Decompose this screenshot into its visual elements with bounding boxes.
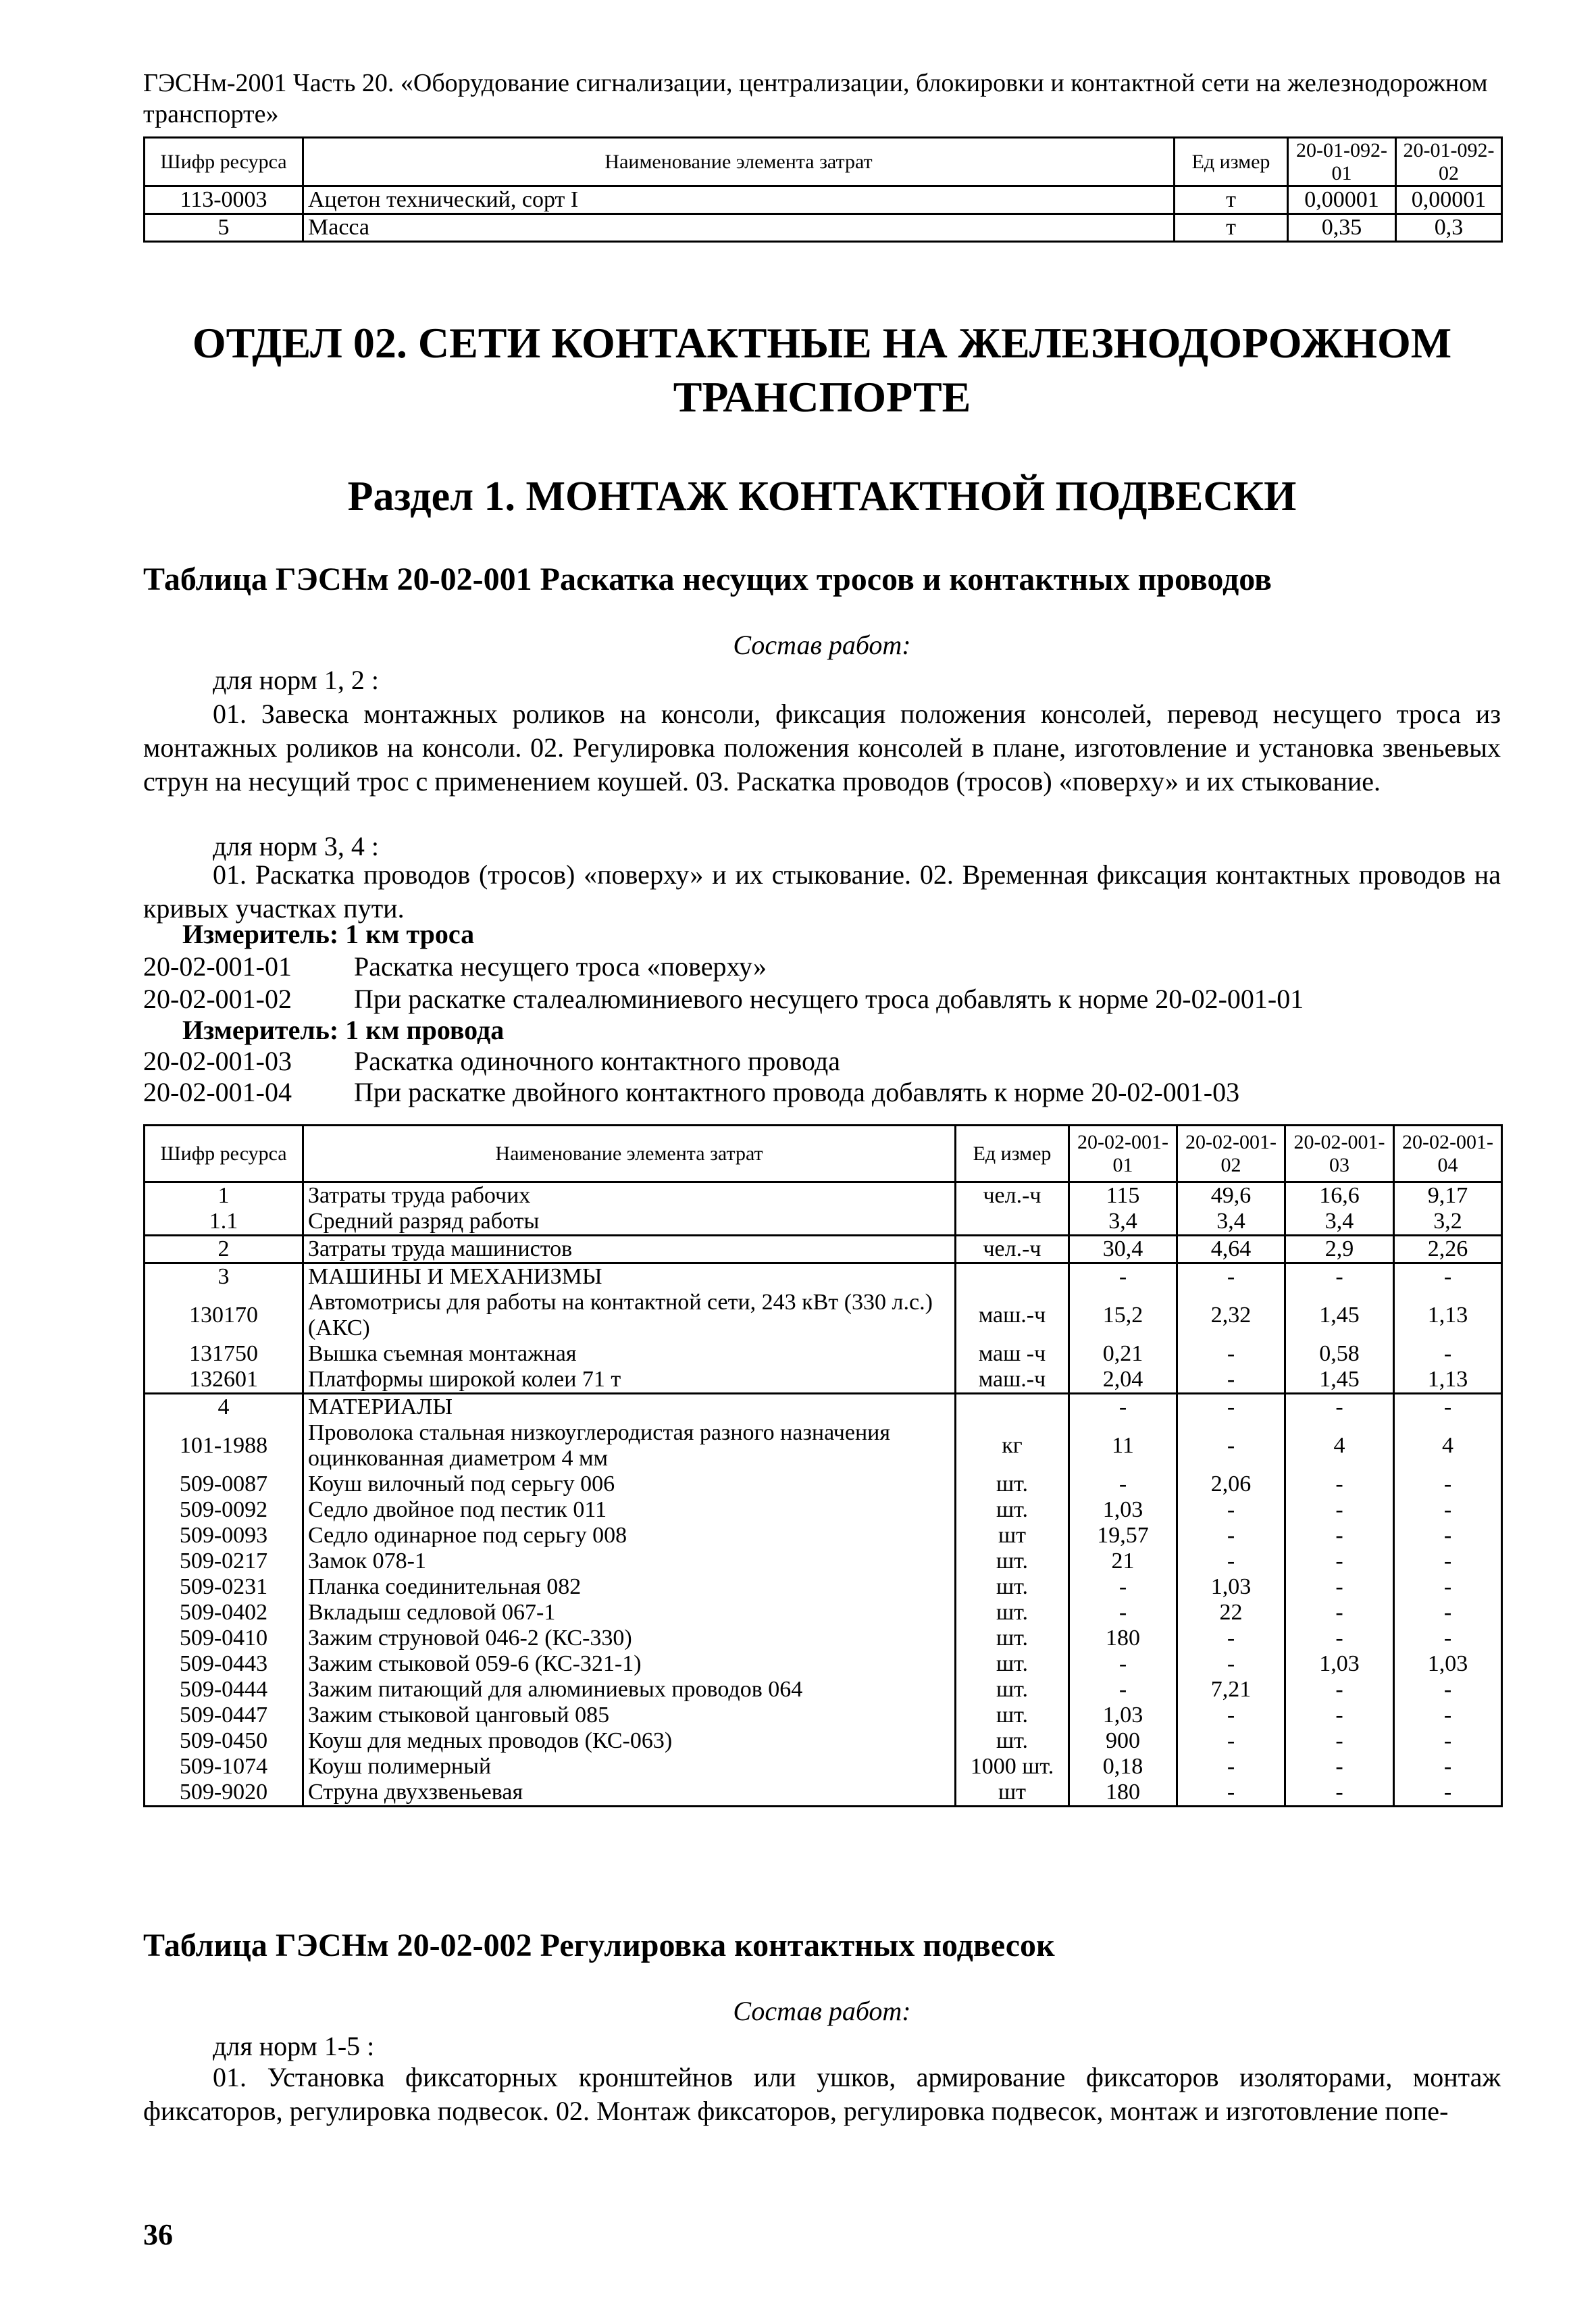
resource-code-cell: 3 (145, 1263, 303, 1290)
resource-code-cell: 509-0443 (145, 1651, 303, 1677)
resource-code-cell: 509-0444 (145, 1677, 303, 1703)
cost-element-cell: Платформы широкой колеи 71 т (303, 1367, 956, 1394)
norm-value-cell: 0,21 (1069, 1341, 1177, 1367)
table-row (145, 1523, 1502, 1549)
norm-value-cell: - (1394, 1754, 1502, 1780)
cost-element-cell: Коуш полимерный (303, 1754, 956, 1780)
norm-value-cell: 0,00001 (1288, 186, 1396, 214)
norm-value-cell: - (1394, 1341, 1502, 1367)
norm-value-cell: - (1285, 1574, 1394, 1600)
table-row (145, 1182, 1502, 1209)
cost-element-cell: Масса (303, 214, 1175, 242)
norm-value-cell: - (1285, 1728, 1394, 1754)
norm-value-cell: 1,03 (1394, 1651, 1502, 1677)
meter-wire: Измеритель: 1 км провода (182, 1015, 505, 1045)
resource-code-cell: 131750 (145, 1341, 303, 1367)
unit-cell: т (1175, 186, 1288, 214)
norm-value-cell: - (1177, 1754, 1285, 1780)
norm-line (143, 1045, 1501, 1078)
cost-element-cell: Коуш для медных проводов (КС-063) (303, 1728, 956, 1754)
unit-cell: маш -ч (956, 1341, 1069, 1367)
norms-3-4-text: 01. Раскатка проводов (тросов) «поверху» и их стыкование. 02. Временная фиксация контактных проводов на кривых участках пути. (143, 859, 1501, 924)
norm-value-cell: 22 (1177, 1600, 1285, 1626)
norm-value-cell: 2,26 (1394, 1236, 1502, 1263)
norm-value-cell: - (1177, 1651, 1285, 1677)
unit-cell: шт (956, 1523, 1069, 1549)
norm-value-cell: - (1394, 1600, 1502, 1626)
norm-value-cell: - (1069, 1263, 1177, 1290)
cost-element-cell: Замок 078-1 (303, 1549, 956, 1574)
resource-table-20-02-001 (143, 1124, 1503, 1807)
norm-value-cell: 49,6 (1177, 1182, 1285, 1209)
norm-value-cell: - (1177, 1394, 1285, 1421)
unit-cell: маш.-ч (956, 1290, 1069, 1341)
header-resource-code: Шифр ресурса (145, 138, 303, 186)
unit-cell: шт. (956, 1677, 1069, 1703)
norm-value-cell: 1,03 (1285, 1651, 1394, 1677)
table-row (145, 1263, 1502, 1290)
cost-element-cell: Зажим стыковой 059-6 (КС-321-1) (303, 1651, 956, 1677)
norm-value-cell: 19,57 (1069, 1523, 1177, 1549)
norm-value-cell: - (1069, 1394, 1177, 1421)
norm-value-cell: - (1285, 1780, 1394, 1807)
norm-line (143, 982, 1501, 1016)
resource-code-cell: 4 (145, 1394, 303, 1421)
table-row (145, 1236, 1502, 1263)
norm-value-cell: 1,03 (1069, 1497, 1177, 1523)
norm-value-cell: - (1285, 1497, 1394, 1523)
table-row (145, 186, 1502, 214)
norm-value-cell: 2,04 (1069, 1367, 1177, 1394)
table-row (145, 1549, 1502, 1574)
cost-element-cell: Коуш вилочный под серьгу 006 (303, 1472, 956, 1497)
unit-cell: шт (956, 1780, 1069, 1807)
resource-code-cell: 509-0231 (145, 1574, 303, 1600)
norm-value-cell: 4,64 (1177, 1236, 1285, 1263)
table-row (145, 1341, 1502, 1367)
norms-3-4-label: для норм 3, 4 : (213, 831, 379, 861)
resource-code-cell: 509-0410 (145, 1626, 303, 1651)
resource-code-cell: 509-0447 (145, 1703, 303, 1728)
norm-value-cell: 3,2 (1394, 1209, 1502, 1236)
norm-value-cell: 180 (1069, 1780, 1177, 1807)
norm-value-cell: 1,13 (1394, 1367, 1502, 1394)
header-norm: 20-01-092-01 (1288, 138, 1396, 186)
norm-value-cell: 2,06 (1177, 1472, 1285, 1497)
norm-value-cell: - (1394, 1497, 1502, 1523)
norm-value-cell: - (1394, 1549, 1502, 1574)
unit-cell: шт. (956, 1574, 1069, 1600)
norm-value-cell: 3,4 (1177, 1209, 1285, 1236)
header-unit: Ед измер (1175, 138, 1288, 186)
cost-element-cell: Автомотрисы для работы на контактной сети, 243 кВт (330 л.с.) (АКС) (303, 1290, 956, 1341)
resource-code-cell: 509-1074 (145, 1754, 303, 1780)
norm-text: Раскатка одиночного контактного провода (354, 1046, 840, 1076)
norm-value-cell: 1,03 (1069, 1703, 1177, 1728)
norms-1-5-text: 01. Установка фиксаторных кронштейнов или ушков, армирование фиксаторов изоляторами, монтаж фиксаторов, регулировка подвесок. 02. Монтаж фиксаторов, регулировка подвесок, монтаж и изготовление попе- (143, 2062, 1501, 2126)
resource-code-cell: 509-0087 (145, 1472, 303, 1497)
norm-code: 20-02-001-03 (143, 1046, 292, 1076)
unit-cell: шт. (956, 1651, 1069, 1677)
cost-element-cell: Планка соединительная 082 (303, 1574, 956, 1600)
cost-element-cell: Затраты труда рабочих (303, 1182, 956, 1209)
norm-value-cell: - (1177, 1780, 1285, 1807)
norm-value-cell: 0,35 (1288, 214, 1396, 242)
cost-element-cell: Зажим стыковой цанговый 085 (303, 1703, 956, 1728)
norm-value-cell: 15,2 (1069, 1290, 1177, 1341)
norm-value-cell: - (1285, 1600, 1394, 1626)
norm-value-cell: 1,13 (1394, 1290, 1502, 1341)
table-row (145, 1626, 1502, 1651)
header-unit: Ед измер (956, 1126, 1069, 1182)
resource-code-cell: 5 (145, 214, 303, 242)
page-number: 36 (143, 2218, 173, 2251)
cost-element-cell: Ацетон технический, сорт I (303, 186, 1175, 214)
norm-value-cell: 9,17 (1394, 1182, 1502, 1209)
norm-value-cell: 115 (1069, 1182, 1177, 1209)
cost-element-cell: Струна двухзвеньевая (303, 1780, 956, 1807)
norm-value-cell: 900 (1069, 1728, 1177, 1754)
norm-value-cell: - (1177, 1341, 1285, 1367)
resource-code-cell: 509-0093 (145, 1523, 303, 1549)
table-title: Таблица ГЭСНм 20-02-001 Раскатка несущих тросов и контактных проводов (143, 561, 1272, 597)
norm-value-cell: - (1394, 1263, 1502, 1290)
table-row (145, 1420, 1502, 1472)
header-norm: 20-02-001-03 (1285, 1126, 1394, 1182)
running-header: ГЭСНм-2001 Часть 20. «Оборудование сигнализации, централизации, блокировки и контактной сети на железнодорожном транспорте» (143, 69, 1488, 128)
cost-element-cell: МАТЕРИАЛЫ (303, 1394, 956, 1421)
header-cost-element: Наименование элемента затрат (303, 1126, 956, 1182)
table-row (145, 1367, 1502, 1394)
unit-cell: шт. (956, 1626, 1069, 1651)
norm-value-cell: - (1069, 1472, 1177, 1497)
table-row (145, 1703, 1502, 1728)
norm-value-cell: - (1069, 1651, 1177, 1677)
header-norm: 20-02-001-04 (1394, 1126, 1502, 1182)
norm-value-cell: 0,00001 (1396, 186, 1502, 214)
norm-value-cell: 30,4 (1069, 1236, 1177, 1263)
norm-value-cell: - (1177, 1420, 1285, 1472)
norm-text: При раскатке двойного контактного провода добавлять к норме 20-02-001-03 (354, 1077, 1240, 1107)
norm-code: 20-02-001-02 (143, 984, 292, 1014)
cost-element-cell: Проволока стальная низкоуглеродистая разного назначения оцинкованная диаметром 4 мм (303, 1420, 956, 1472)
table-row (145, 1472, 1502, 1497)
norms-1-5-label: для норм 1-5 : (213, 2031, 375, 2061)
norm-value-cell: - (1285, 1703, 1394, 1728)
unit-cell: шт. (956, 1549, 1069, 1574)
norm-value-cell: - (1394, 1472, 1502, 1497)
cost-element-cell: МАШИНЫ И МЕХАНИЗМЫ (303, 1263, 956, 1290)
cost-element-cell: Седло одинарное под серьгу 008 (303, 1523, 956, 1549)
cost-element-cell: Зажим струновой 046-2 (КС-330) (303, 1626, 956, 1651)
cost-element-cell: Вкладыш седловой 067-1 (303, 1600, 956, 1626)
norm-value-cell: 1,45 (1285, 1290, 1394, 1341)
cost-element-cell: Средний разряд работы (303, 1209, 956, 1236)
norm-text: При раскатке сталеалюминиевого несущего троса добавлять к норме 20-02-001-01 (354, 984, 1304, 1014)
norm-line (143, 950, 1501, 984)
resource-code-cell: 509-0092 (145, 1497, 303, 1523)
norm-value-cell: - (1394, 1728, 1502, 1754)
unit-cell: шт. (956, 1472, 1069, 1497)
unit-cell (956, 1394, 1069, 1421)
work-composition-label: Состав работ: (733, 630, 911, 660)
norm-value-cell: - (1069, 1574, 1177, 1600)
norm-value-cell: - (1069, 1677, 1177, 1703)
resource-code-cell: 509-0217 (145, 1549, 303, 1574)
table-row (145, 1651, 1502, 1677)
table-row (145, 1754, 1502, 1780)
norm-value-cell: - (1394, 1574, 1502, 1600)
unit-cell (956, 1263, 1069, 1290)
unit-cell: кг (956, 1420, 1069, 1472)
norm-value-cell: 0,3 (1396, 214, 1502, 242)
norm-value-cell: - (1285, 1263, 1394, 1290)
norm-value-cell: - (1177, 1626, 1285, 1651)
norm-value-cell: - (1285, 1677, 1394, 1703)
norm-value-cell: 180 (1069, 1626, 1177, 1651)
table-row (145, 1677, 1502, 1703)
table-row (145, 1209, 1502, 1236)
norm-value-cell: 1,45 (1285, 1367, 1394, 1394)
norm-value-cell: - (1285, 1472, 1394, 1497)
norm-value-cell: - (1285, 1626, 1394, 1651)
table-row (145, 1574, 1502, 1600)
header-norm: 20-01-092-02 (1396, 138, 1502, 186)
resource-table-continued (143, 136, 1503, 243)
norm-value-cell: - (1394, 1703, 1502, 1728)
header-norm: 20-02-001-02 (1177, 1126, 1285, 1182)
table-row (145, 1728, 1502, 1754)
norm-value-cell: - (1177, 1367, 1285, 1394)
unit-cell: шт. (956, 1497, 1069, 1523)
norm-value-cell: 4 (1394, 1420, 1502, 1472)
norm-value-cell: 3,4 (1069, 1209, 1177, 1236)
norm-value-cell: - (1177, 1549, 1285, 1574)
cost-element-cell: Вышка съемная монтажная (303, 1341, 956, 1367)
norm-value-cell: 3,4 (1285, 1209, 1394, 1236)
norm-code: 20-02-001-01 (143, 951, 292, 982)
table-row (145, 1290, 1502, 1341)
norm-value-cell: - (1394, 1677, 1502, 1703)
norm-value-cell: - (1285, 1549, 1394, 1574)
norms-1-2-label: для норм 1, 2 : (213, 665, 379, 695)
norm-value-cell: 21 (1069, 1549, 1177, 1574)
norm-value-cell: - (1394, 1394, 1502, 1421)
table-row (145, 214, 1502, 242)
table-title: Таблица ГЭСНм 20-02-002 Регулировка контактных подвесок (143, 1928, 1055, 1963)
table-row (145, 1497, 1502, 1523)
norm-value-cell: - (1177, 1728, 1285, 1754)
norm-value-cell: 2,9 (1285, 1236, 1394, 1263)
unit-cell: чел.-ч (956, 1182, 1069, 1209)
norm-value-cell: 0,58 (1285, 1341, 1394, 1367)
resource-code-cell: 132601 (145, 1367, 303, 1394)
norm-line (143, 1076, 1501, 1109)
unit-cell: маш.-ч (956, 1367, 1069, 1394)
table-row (145, 1394, 1502, 1421)
norm-value-cell: - (1394, 1626, 1502, 1651)
meter-cable: Измеритель: 1 км троса (182, 919, 475, 949)
resource-code-cell: 113-0003 (145, 186, 303, 214)
norm-value-cell: 16,6 (1285, 1182, 1394, 1209)
norm-value-cell: 7,21 (1177, 1677, 1285, 1703)
unit-cell: шт. (956, 1600, 1069, 1626)
resource-code-cell: 1.1 (145, 1209, 303, 1236)
cost-element-cell: Зажим питающий для алюминиевых проводов 064 (303, 1677, 956, 1703)
norm-value-cell: 11 (1069, 1420, 1177, 1472)
section-title: ОТДЕЛ 02. СЕТИ КОНТАКТНЫЕ НА ЖЕЛЕЗНОДОРОЖНОМ ТРАНСПОРТЕ (192, 319, 1452, 421)
norm-value-cell: - (1394, 1780, 1502, 1807)
resource-code-cell: 1 (145, 1182, 303, 1209)
unit-cell: чел.-ч (956, 1236, 1069, 1263)
cost-element-cell: Седло двойное под пестик 011 (303, 1497, 956, 1523)
table-row (145, 1780, 1502, 1807)
norm-value-cell: 1,03 (1177, 1574, 1285, 1600)
norm-value-cell: - (1285, 1523, 1394, 1549)
norms-1-2-text: 01. Завеска монтажных роликов на консоли, фиксация положения консолей, перевод несущего троса из монтажных роликов на консоли. 02. Регулировка положения консолей в плане, изготовление и установка звеньевых струн на несущий трос с применением коушей. 03. Раскатка проводов (тросов) «поверху» и их стыкование. (143, 699, 1501, 797)
unit-cell (956, 1209, 1069, 1236)
unit-cell: т (1175, 214, 1288, 242)
norm-value-cell: 0,18 (1069, 1754, 1177, 1780)
unit-cell: 1000 шт. (956, 1754, 1069, 1780)
norm-value-cell: - (1177, 1703, 1285, 1728)
unit-cell: шт. (956, 1728, 1069, 1754)
resource-code-cell: 509-0402 (145, 1600, 303, 1626)
norm-value-cell: - (1177, 1523, 1285, 1549)
norm-value-cell: - (1069, 1600, 1177, 1626)
norm-code: 20-02-001-04 (143, 1077, 292, 1107)
unit-cell: шт. (956, 1703, 1069, 1728)
header-norm: 20-02-001-01 (1069, 1126, 1177, 1182)
table-row (145, 1600, 1502, 1626)
cost-element-cell: Затраты труда машинистов (303, 1236, 956, 1263)
norm-value-cell: - (1177, 1263, 1285, 1290)
work-composition-label: Состав работ: (733, 1996, 911, 2026)
resource-code-cell: 509-0450 (145, 1728, 303, 1754)
resource-code-cell: 101-1988 (145, 1420, 303, 1472)
norm-value-cell: - (1177, 1497, 1285, 1523)
resource-code-cell: 2 (145, 1236, 303, 1263)
resource-code-cell: 130170 (145, 1290, 303, 1341)
resource-code-cell: 509-9020 (145, 1780, 303, 1807)
part-title: Раздел 1. МОНТАЖ КОНТАКТНОЙ ПОДВЕСКИ (347, 474, 1297, 520)
norm-value-cell: - (1394, 1523, 1502, 1549)
norm-value-cell: 2,32 (1177, 1290, 1285, 1341)
header-resource-code: Шифр ресурса (145, 1126, 303, 1182)
header-cost-element: Наименование элемента затрат (303, 138, 1175, 186)
norm-text: Раскатка несущего троса «поверху» (354, 951, 767, 982)
norm-value-cell: - (1285, 1754, 1394, 1780)
norm-value-cell: - (1285, 1394, 1394, 1421)
norm-value-cell: 4 (1285, 1420, 1394, 1472)
